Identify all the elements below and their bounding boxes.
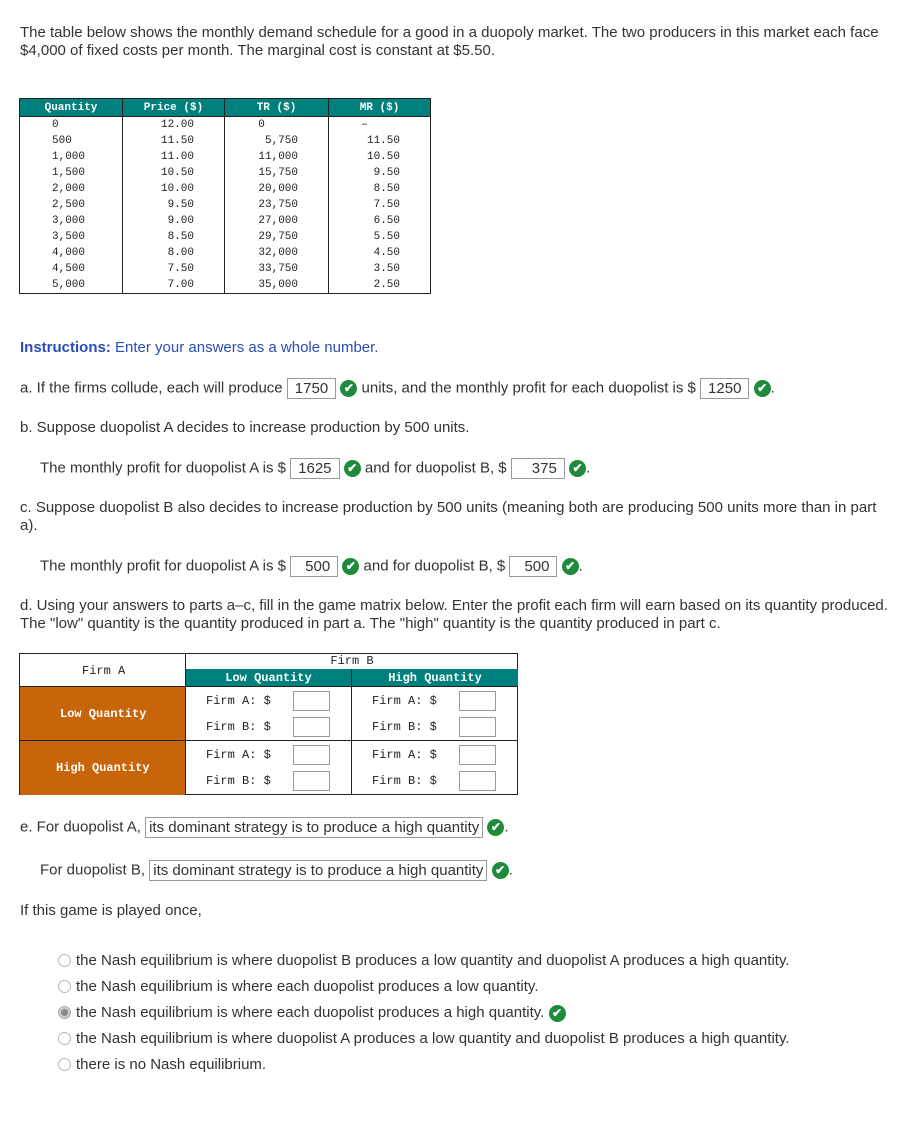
payoff-input[interactable] xyxy=(293,717,330,737)
cell-mr: 6.50 xyxy=(329,213,431,229)
part-a-profit-input[interactable]: 1250 xyxy=(700,378,749,399)
option-text: there is no Nash equilibrium. xyxy=(76,1056,267,1073)
part-b-intro: b. Suppose duopolist A decides to increase production by 500 units. xyxy=(20,419,470,436)
option-text: the Nash equilibrium is where duopolist B produces a low quantity and duopolist A produces a high quantity. xyxy=(76,952,790,969)
cell-tr: 0 xyxy=(225,117,329,134)
part-e-b-prefix: For duopolist B, xyxy=(40,861,146,879)
cell-price: 11.50 xyxy=(123,133,225,149)
firm-b-payoff-label: Firm B: $ xyxy=(372,720,437,734)
cell-quantity: 5,000 xyxy=(20,277,123,294)
cell-tr: 32,000 xyxy=(225,245,329,261)
firm-b-payoff-label: Firm B: $ xyxy=(206,774,271,788)
check-icon: ✔ xyxy=(344,460,361,477)
cell-price: 9.00 xyxy=(123,213,225,229)
duopolist-a-strategy-select[interactable]: its dominant strategy is to produce a high quantity xyxy=(145,817,483,838)
firm-b-label: Firm B xyxy=(330,654,374,668)
radio-button[interactable] xyxy=(58,1032,71,1045)
table-row xyxy=(20,229,431,245)
part-a-suffix: . xyxy=(770,379,775,397)
table-row xyxy=(20,117,431,134)
cell-mr: 5.50 xyxy=(329,229,431,245)
check-icon: ✔ xyxy=(562,558,579,575)
radio-button[interactable] xyxy=(58,1058,71,1071)
firm-b-payoff-label: Firm B: $ xyxy=(206,720,271,734)
cell-quantity: 1,500 xyxy=(20,165,123,181)
cell-mr: 3.50 xyxy=(329,261,431,277)
part-a-prefix: a. If the firms collude, each will produce xyxy=(20,379,283,397)
cell-tr: 27,000 xyxy=(225,213,329,229)
part-c-suffix: . xyxy=(578,557,583,575)
instructions xyxy=(20,339,378,356)
col-high-quantity: High Quantity xyxy=(352,669,518,687)
game-intro: If this game is played once, xyxy=(20,902,202,919)
cell-price: 8.50 xyxy=(123,229,225,245)
part-b-profit-b-input[interactable]: 375 xyxy=(511,458,565,479)
cell-tr: 5,750 xyxy=(225,133,329,149)
cell-mr: 8.50 xyxy=(329,181,431,197)
cell-tr: 35,000 xyxy=(225,277,329,294)
payoff-input[interactable] xyxy=(459,717,496,737)
header-tr: TR ($) xyxy=(225,99,329,117)
cell-price: 12.00 xyxy=(123,117,225,134)
cell-quantity: 2,500 xyxy=(20,197,123,213)
part-c-middle: and for duopolist B, $ xyxy=(363,557,506,575)
nash-option[interactable] xyxy=(58,978,790,1004)
cell-high-high xyxy=(352,741,518,795)
cell-low-low xyxy=(186,687,352,741)
cell-price: 9.50 xyxy=(123,197,225,213)
part-b-line xyxy=(40,458,590,479)
check-icon: ✔ xyxy=(487,819,504,836)
cell-high-low xyxy=(186,741,352,795)
radio-button[interactable] xyxy=(58,954,71,967)
table-row xyxy=(20,197,431,213)
intro-text: The table below shows the monthly demand schedule for a good in a duopoly market. The two producers in this market each face $4,000 of fixed costs per month. The marginal cost is constant at $5.50. xyxy=(20,24,879,59)
nash-option[interactable] xyxy=(58,952,790,978)
part-a-line xyxy=(20,378,775,399)
table-row xyxy=(20,165,431,181)
firm-a-payoff-label: Firm A: $ xyxy=(206,748,271,762)
instructions-label: Instructions: xyxy=(20,339,111,356)
check-icon: ✔ xyxy=(549,1005,566,1022)
cell-quantity: 0 xyxy=(20,117,123,134)
nash-option[interactable] xyxy=(58,1056,790,1082)
cell-tr: 20,000 xyxy=(225,181,329,197)
firm-a-payoff-label: Firm A: $ xyxy=(372,748,437,762)
nash-option-selected[interactable] xyxy=(58,1004,790,1030)
part-a-middle: units, and the monthly profit for each duopolist is $ xyxy=(361,379,696,397)
option-text: the Nash equilibrium is where duopolist A produces a low quantity and duopolist B produces a high quantity. xyxy=(76,1030,790,1047)
radio-button-selected[interactable] xyxy=(58,1006,71,1019)
cell-price: 7.00 xyxy=(123,277,225,294)
payoff-input[interactable] xyxy=(459,771,496,791)
part-c-profit-a-input[interactable]: 500 xyxy=(290,556,338,577)
radio-button[interactable] xyxy=(58,980,71,993)
nash-options xyxy=(58,952,790,1082)
part-b-suffix: . xyxy=(586,459,591,477)
check-icon: ✔ xyxy=(569,460,586,477)
cell-mr: 2.50 xyxy=(329,277,431,294)
cell-tr: 33,750 xyxy=(225,261,329,277)
cell-mr: 9.50 xyxy=(329,165,431,181)
payoff-input[interactable] xyxy=(293,691,330,711)
check-icon: ✔ xyxy=(342,558,359,575)
cell-mr: 11.50 xyxy=(329,133,431,149)
col-low-quantity: Low Quantity xyxy=(186,669,352,687)
cell-mr: 4.50 xyxy=(329,245,431,261)
cell-mr: 7.50 xyxy=(329,197,431,213)
part-a-quantity-input[interactable]: 1750 xyxy=(287,378,336,399)
firm-a-header-cell xyxy=(20,654,186,687)
option-text: the Nash equilibrium is where each duopolist produces a high quantity. xyxy=(76,1004,545,1021)
cell-low-high xyxy=(352,687,518,741)
header-price: Price ($) xyxy=(123,99,225,117)
table-row xyxy=(20,277,431,294)
cell-quantity: 3,000 xyxy=(20,213,123,229)
cell-price: 11.00 xyxy=(123,149,225,165)
nash-option[interactable] xyxy=(58,1030,790,1056)
table-row xyxy=(20,133,431,149)
payoff-input[interactable] xyxy=(459,745,496,765)
firm-a-label: Firm A xyxy=(82,664,126,678)
cell-tr: 11,000 xyxy=(225,149,329,165)
part-b-middle: and for duopolist B, $ xyxy=(364,459,507,477)
cell-tr: 29,750 xyxy=(225,229,329,245)
part-b-profit-a-input[interactable]: 1625 xyxy=(290,458,339,479)
cell-price: 10.50 xyxy=(123,165,225,181)
header-quantity: Quantity xyxy=(20,99,123,117)
cell-price: 8.00 xyxy=(123,245,225,261)
firm-a-payoff-label: Firm A: $ xyxy=(206,694,271,708)
demand-schedule-table xyxy=(19,98,431,294)
table-row xyxy=(20,213,431,229)
table-row xyxy=(20,261,431,277)
cell-price: 7.50 xyxy=(123,261,225,277)
cell-mr: – xyxy=(329,117,431,134)
part-d-intro: d. Using your answers to parts a–c, fill in the game matrix below. Enter the profit each firm will earn based on its quantity produced. The "low" quantity is the quantity produced in part a. The "high" quantity is the quantity produced in part c. xyxy=(20,597,888,632)
cell-tr: 23,750 xyxy=(225,197,329,213)
part-c-profit-b-input[interactable]: 500 xyxy=(509,556,557,577)
part-e-a-prefix: e. For duopolist A, xyxy=(20,818,141,836)
cell-quantity: 2,000 xyxy=(20,181,123,197)
duopolist-b-strategy-select[interactable]: its dominant strategy is to produce a high quantity xyxy=(149,860,487,881)
payoff-input[interactable] xyxy=(293,745,330,765)
table-row xyxy=(20,149,431,165)
cell-quantity: 500 xyxy=(20,133,123,149)
firm-a-payoff-label: Firm A: $ xyxy=(372,694,437,708)
row-low-quantity: Low Quantity xyxy=(20,687,186,741)
part-c-intro: c. Suppose duopolist B also decides to increase production by 500 units (meaning both are producing 500 units more than in part a). xyxy=(20,499,877,534)
cell-price: 10.00 xyxy=(123,181,225,197)
row-high-quantity: High Quantity xyxy=(20,741,186,795)
cell-quantity: 1,000 xyxy=(20,149,123,165)
instructions-text: Enter your answers as a whole number. xyxy=(110,339,379,356)
part-c-line xyxy=(40,556,583,577)
cell-quantity: 3,500 xyxy=(20,229,123,245)
header-mr: MR ($) xyxy=(329,99,431,117)
option-text: the Nash equilibrium is where each duopolist produces a low quantity. xyxy=(76,978,539,995)
part-b-prefix: The monthly profit for duopolist A is $ xyxy=(40,459,286,477)
payoff-input[interactable] xyxy=(459,691,496,711)
cell-mr: 10.50 xyxy=(329,149,431,165)
table-row xyxy=(20,245,431,261)
part-e-suffix: . xyxy=(504,818,509,836)
part-c-prefix: The monthly profit for duopolist A is $ xyxy=(40,557,286,575)
check-icon: ✔ xyxy=(754,380,771,397)
game-matrix xyxy=(19,653,518,795)
payoff-input[interactable] xyxy=(293,771,330,791)
firm-b-payoff-label: Firm B: $ xyxy=(372,774,437,788)
cell-tr: 15,750 xyxy=(225,165,329,181)
table-row xyxy=(20,181,431,197)
cell-quantity: 4,000 xyxy=(20,245,123,261)
part-e-suffix: . xyxy=(508,861,513,879)
cell-quantity: 4,500 xyxy=(20,261,123,277)
check-icon: ✔ xyxy=(340,380,357,397)
check-icon: ✔ xyxy=(492,862,509,879)
part-e-a-line xyxy=(20,817,509,838)
part-e-b-line xyxy=(40,860,513,881)
